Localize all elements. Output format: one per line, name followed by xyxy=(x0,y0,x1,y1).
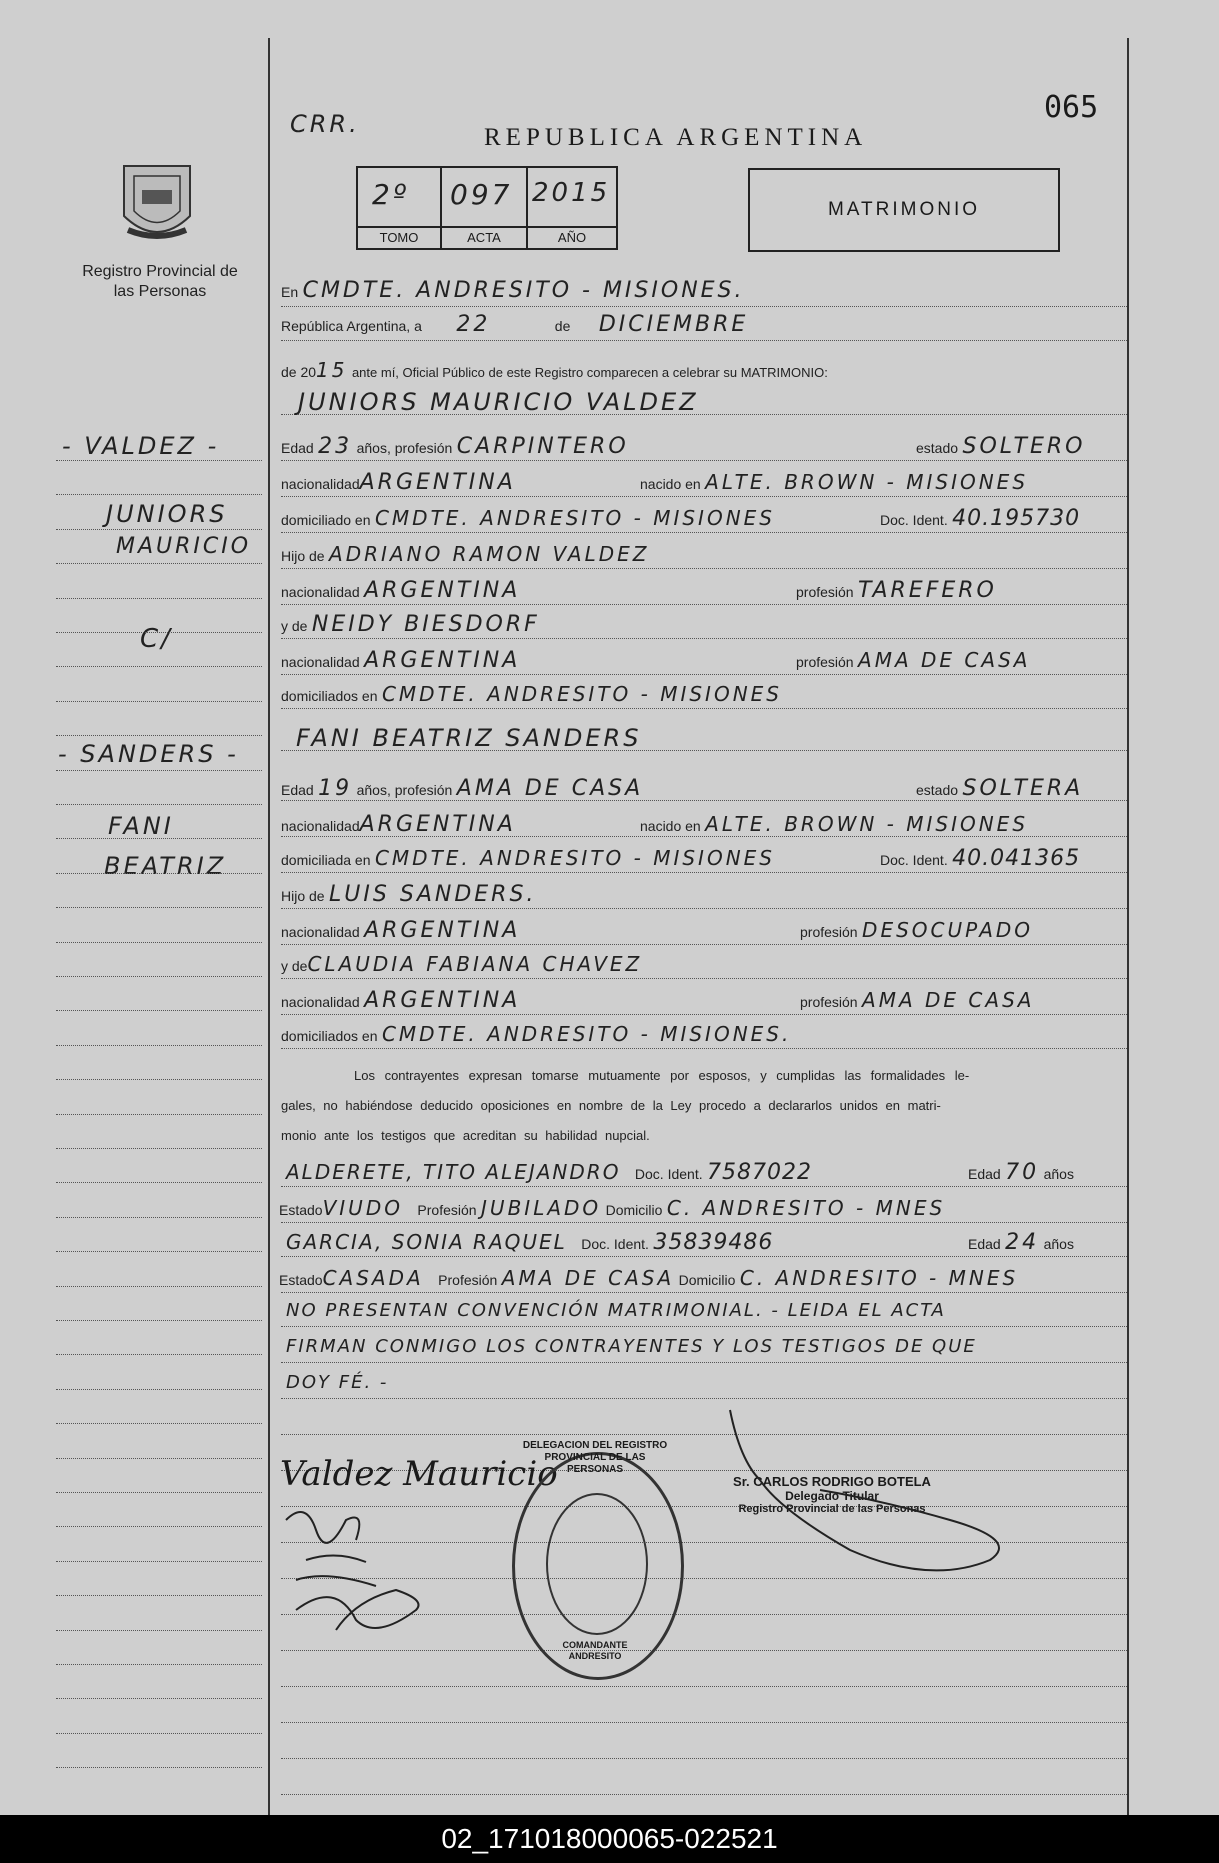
anio-value: 2015 xyxy=(532,178,611,208)
groom-father-row xyxy=(281,542,649,566)
body-rule xyxy=(281,1650,1127,1651)
bride-edad-label: Edad xyxy=(281,782,314,798)
groom-father-nat-label: nacionalidad xyxy=(281,584,360,600)
groom-father-prof-label: profesión xyxy=(796,584,854,600)
body-rule xyxy=(281,1186,1127,1187)
witness-signatures-scribble xyxy=(276,1490,446,1650)
witness1-edad-label: Edad xyxy=(968,1166,1001,1182)
groom-birthplace-cell xyxy=(640,470,1028,494)
margin-rule xyxy=(56,701,262,702)
witness1-doc-label: Doc. Ident. xyxy=(634,1166,703,1182)
margin-rule xyxy=(56,1595,262,1596)
body-rule xyxy=(281,1398,1127,1399)
groom-status-cell xyxy=(916,434,1086,459)
margin-rule xyxy=(56,1458,262,1459)
registry-name: Registro Provincial de las Personas xyxy=(82,263,238,300)
bride-age: 19 xyxy=(318,776,353,801)
body-rule xyxy=(281,568,1127,569)
margin-bride-surname: - SANDERS - xyxy=(58,740,239,768)
acta-label: ACTA xyxy=(442,226,526,248)
body-rule xyxy=(281,532,1127,533)
groom-mother-row xyxy=(281,612,540,637)
bride-parents-dom-label: domiciliados en xyxy=(281,1028,378,1044)
margin-rule xyxy=(56,838,262,839)
groom-mother: NEIDY BIESDORF xyxy=(311,612,540,637)
record-type-box xyxy=(748,168,1060,252)
witness1-status: VIUDO xyxy=(322,1196,403,1220)
body-rule xyxy=(281,872,1127,873)
bride-domicile: CMDTE. ANDRESITO - MISIONES xyxy=(374,846,775,870)
notes-line-1: NO PRESENTAN CONVENCIÓN MATRIMONIAL. - LEIDA EL ACTA xyxy=(286,1300,946,1321)
margin-rule xyxy=(56,1664,262,1665)
body-rule xyxy=(281,1794,1127,1795)
body-rule xyxy=(281,604,1127,605)
margin-rule xyxy=(56,907,262,908)
margin-rule xyxy=(56,1114,262,1115)
bride-anos-label: años, profesión xyxy=(356,782,453,798)
groom-father-profession: TAREFERO xyxy=(858,578,997,603)
intro-month: DICIEMBRE xyxy=(598,312,749,337)
witness2-document: 35839486 xyxy=(653,1230,774,1255)
witness2-dom-label: Domicilio xyxy=(678,1272,736,1288)
bride-document: 40.041365 xyxy=(952,846,1081,871)
year-suffix: 15 xyxy=(316,358,348,382)
margin-rule xyxy=(56,1389,262,1390)
bride-mother-profession: AMA DE CASA xyxy=(862,988,1035,1012)
witness2-estado-label: Estado xyxy=(279,1272,323,1288)
groom-parents-domicile: CMDTE. ANDRESITO - MISIONES xyxy=(381,682,782,706)
notes-line-3: DOY FÉ. - xyxy=(286,1372,389,1393)
declaration-line-2: gales, no habiéndose deducido oposiciones en nombre de la Ley procedo a declararlos unidos en matri- xyxy=(281,1098,941,1113)
body-rule xyxy=(281,1048,1127,1049)
groom-full-name: JUNIORS MAURICIO VALDEZ xyxy=(298,388,699,416)
declaration-line-3: monio ante los testigos que acreditan su habilidad nupcial. xyxy=(281,1128,650,1143)
bride-mother-nationality: ARGENTINA xyxy=(364,988,521,1013)
notes-line-2: FIRMAN CONMIGO LOS CONTRAYENTES Y LOS TESTIGOS DE QUE xyxy=(286,1336,977,1357)
witness2-age: 24 xyxy=(1005,1230,1040,1255)
witness2-edad-label: Edad xyxy=(968,1236,1001,1252)
margin-rule xyxy=(56,873,262,874)
witness1-prof-label: Profesión xyxy=(417,1202,477,1218)
margin-rule xyxy=(56,563,262,564)
margin-rule xyxy=(56,1217,262,1218)
groom-document-cell xyxy=(880,506,1080,531)
country-title: REPUBLICA ARGENTINA xyxy=(484,124,868,151)
intro-day: 22 xyxy=(456,312,491,337)
bride-parents-domicile: CMDTE. ANDRESITO - MISIONES. xyxy=(381,1022,792,1046)
margin-bride-name-2: BEATRIZ xyxy=(104,852,227,880)
groom-signature xyxy=(280,1454,558,1494)
official-signature-scribble xyxy=(700,1400,1020,1590)
bride-mother-nationality-row xyxy=(281,988,520,1013)
volume-act-year-box xyxy=(356,166,618,250)
tomo-cell xyxy=(358,168,442,248)
groom-yde-label: y de xyxy=(281,618,308,634)
bride-dom-label: domiciliada en xyxy=(281,852,371,868)
margin-connector: C/ xyxy=(140,624,173,654)
margin-rule xyxy=(56,1320,262,1321)
witness1-row-1 xyxy=(286,1160,812,1185)
body-rule xyxy=(281,708,1127,709)
margin-rule xyxy=(56,598,262,599)
margin-rule xyxy=(56,1492,262,1493)
groom-mother-prof-label: profesión xyxy=(796,654,854,670)
province-emblem xyxy=(114,156,200,248)
acta-value: 097 xyxy=(450,178,513,211)
groom-document: 40.195730 xyxy=(952,506,1081,531)
bride-doc-label: Doc. Ident. xyxy=(880,852,948,868)
groom-father-profession-cell xyxy=(796,578,997,603)
bride-mother-row xyxy=(281,952,642,976)
groom-parents-dom-label: domiciliados en xyxy=(281,688,378,704)
margin-rule xyxy=(56,494,262,495)
official-seal-inner xyxy=(546,1493,648,1635)
margin-rule xyxy=(56,666,262,667)
groom-nationality-row xyxy=(281,470,516,495)
bride-document-cell xyxy=(880,846,1080,871)
witness1-anos-label: años xyxy=(1043,1166,1074,1182)
margin-rule xyxy=(56,976,262,977)
right-edge-rule xyxy=(1127,38,1129,1815)
record-type-label: MATRIMONIO xyxy=(827,199,981,220)
body-rule xyxy=(281,496,1127,497)
bride-parents-domicile-row xyxy=(281,1022,791,1046)
margin-rule xyxy=(56,1423,262,1424)
tomo-label: TOMO xyxy=(358,226,440,248)
margin-rule xyxy=(56,735,262,736)
witness2-row-1 xyxy=(286,1230,773,1255)
witness2-doc-label: Doc. Ident. xyxy=(581,1236,649,1252)
body-rule xyxy=(281,1722,1127,1723)
witness2-name: GARCIA, SONIA RAQUEL xyxy=(286,1230,567,1254)
bride-nationality: ARGENTINA xyxy=(359,812,516,837)
margin-rule xyxy=(56,1182,262,1183)
witness1-dom-label: Domicilio xyxy=(605,1202,663,1218)
body-rule xyxy=(281,306,1127,307)
witness2-age-cell xyxy=(968,1230,1074,1255)
bride-nac-label: nacionalidad xyxy=(281,818,360,834)
margin-bride-name-1: FANI xyxy=(108,812,174,840)
margin-rule xyxy=(56,632,262,633)
groom-status: SOLTERO xyxy=(962,434,1086,459)
groom-birthplace: ALTE. BROWN - MISIONES xyxy=(705,470,1029,494)
witness1-document: 7587022 xyxy=(707,1160,813,1185)
official-stamp-name: Sr. CARLOS RODRIGO BOTELA xyxy=(733,1474,931,1489)
bride-birthplace-cell xyxy=(640,812,1028,836)
bride-full-name: FANI BEATRIZ SANDERS xyxy=(296,724,642,752)
witness1-domicile: C. ANDRESITO - MNES xyxy=(666,1196,946,1220)
bride-father: LUIS SANDERS. xyxy=(329,882,537,907)
groom-mother-nat-label: nacionalidad xyxy=(281,654,360,670)
bride-birthplace: ALTE. BROWN - MISIONES xyxy=(705,812,1029,836)
intro-year-row xyxy=(281,358,828,382)
margin-rule xyxy=(56,1630,262,1631)
margin-groom-name-2: MAURICIO xyxy=(116,534,252,559)
witness1-profession: JUBILADO xyxy=(481,1196,602,1220)
witness1-age: 70 xyxy=(1005,1160,1040,1185)
margin-rule xyxy=(56,804,262,805)
bride-yde-label: y de xyxy=(281,958,308,974)
groom-father: ADRIANO RAMON VALDEZ xyxy=(329,542,650,566)
bride-status-cell xyxy=(916,776,1083,801)
witness1-name: ALDERETE, TITO ALEJANDRO xyxy=(286,1160,621,1184)
tomo-value: 2º xyxy=(372,178,410,211)
groom-domicile-row xyxy=(281,506,775,530)
anio-cell xyxy=(528,168,616,248)
groom-domicile: CMDTE. ANDRESITO - MISIONES xyxy=(374,506,775,530)
republica-label: República Argentina, a xyxy=(281,318,422,334)
groom-father-nationality: ARGENTINA xyxy=(364,578,521,603)
witness1-estado-label: Estado xyxy=(279,1202,323,1218)
sheet-number: 065 xyxy=(1044,90,1099,125)
groom-nacido-label: nacido en xyxy=(640,476,701,492)
body-rule xyxy=(281,1758,1127,1759)
bride-father-nat-label: nacionalidad xyxy=(281,924,360,940)
margin-rule xyxy=(56,460,262,461)
bride-mother-profession-cell xyxy=(800,988,1034,1012)
witness2-row-2 xyxy=(279,1266,1018,1290)
official-stamp-org: Registro Provincial de las Personas xyxy=(738,1503,926,1515)
bride-mother: CLAUDIA FABIANA CHAVEZ xyxy=(307,952,643,976)
groom-signature-text: Valdez Mauricio xyxy=(280,1454,558,1494)
bride-nacido-label: nacido en xyxy=(640,818,701,834)
margin-rule xyxy=(56,1526,262,1527)
intro-place-row xyxy=(281,278,745,303)
groom-mother-nationality: ARGENTINA xyxy=(364,648,521,673)
bride-father-row xyxy=(281,882,536,907)
bride-hijo-label: Hijo de xyxy=(281,888,325,904)
groom-father-nationality-row xyxy=(281,578,520,603)
groom-age: 23 xyxy=(318,434,353,459)
anio-label: AÑO xyxy=(528,226,616,248)
margin-rule xyxy=(56,770,262,771)
body-rule xyxy=(281,460,1127,461)
body-rule xyxy=(281,340,1127,341)
body-rule xyxy=(281,908,1127,909)
groom-anos-label: años, profesión xyxy=(356,440,453,456)
groom-age-row xyxy=(281,434,629,459)
body-rule xyxy=(281,1326,1127,1327)
groom-estado-label: estado xyxy=(916,440,959,456)
margin-rule xyxy=(56,1251,262,1252)
body-rule xyxy=(281,1014,1127,1015)
groom-mother-profession-cell xyxy=(796,648,1030,672)
margin-groom-name-1: JUNIORS xyxy=(106,500,228,528)
margin-groom-surname: - VALDEZ - xyxy=(62,432,220,460)
seal-outer-text: DELEGACION DEL REGISTRO PROVINCIAL DE LAS PERSONAS xyxy=(522,1440,668,1475)
groom-mother-profession: AMA DE CASA xyxy=(858,648,1031,672)
bride-mother-nat-label: nacionalidad xyxy=(281,994,360,1010)
date-de-label: de xyxy=(554,318,571,334)
body-rule xyxy=(281,674,1127,675)
bride-profession: AMA DE CASA xyxy=(456,776,644,801)
bride-domicile-row xyxy=(281,846,775,870)
witness2-profession: AMA DE CASA xyxy=(501,1266,675,1290)
left-column-rule xyxy=(268,38,270,1815)
bride-father-nationality-row xyxy=(281,918,520,943)
bride-father-prof-label: profesión xyxy=(800,924,858,940)
groom-doc-label: Doc. Ident. xyxy=(880,512,948,528)
en-label: En xyxy=(281,284,299,300)
groom-parents-domicile-row xyxy=(281,682,782,706)
body-rule xyxy=(281,978,1127,979)
margin-rule xyxy=(56,1286,262,1287)
file-id-footer: 02_171018000065-022521 xyxy=(0,1815,1219,1863)
margin-rule xyxy=(56,1010,262,1011)
groom-hijo-label: Hijo de xyxy=(281,548,325,564)
corner-mark: CRR. xyxy=(290,110,360,138)
margin-rule xyxy=(56,1698,262,1699)
seal-inner-text: COMANDANTE ANDRESITO xyxy=(562,1640,628,1661)
body-rule xyxy=(281,1686,1127,1687)
bride-father-nationality: ARGENTINA xyxy=(364,918,521,943)
bride-father-profession-cell xyxy=(800,918,1033,942)
bride-father-profession: DESOCUPADO xyxy=(862,918,1034,942)
witness1-age-cell xyxy=(968,1160,1074,1185)
groom-profession: CARPINTERO xyxy=(456,434,629,459)
bride-estado-label: estado xyxy=(916,782,959,798)
intro-place: CMDTE. ANDRESITO - MISIONES. xyxy=(302,278,745,303)
bride-status: SOLTERA xyxy=(962,776,1084,801)
body-rule xyxy=(281,1362,1127,1363)
witness2-prof-label: Profesión xyxy=(438,1272,498,1288)
body-rule xyxy=(281,1292,1127,1293)
body-rule xyxy=(281,944,1127,945)
body-rule xyxy=(281,1256,1127,1257)
bride-age-row xyxy=(281,776,643,801)
witness2-status: CASADA xyxy=(322,1266,424,1290)
margin-rule xyxy=(56,942,262,943)
groom-dom-label: domiciliado en xyxy=(281,512,371,528)
margin-rule xyxy=(56,1767,262,1768)
margin-rule xyxy=(56,1148,262,1149)
margin-rule xyxy=(56,1561,262,1562)
groom-edad-label: Edad xyxy=(281,440,314,456)
margin-rule xyxy=(56,529,262,530)
margin-rule xyxy=(56,1045,262,1046)
margin-rule xyxy=(56,1354,262,1355)
witness1-row-2 xyxy=(279,1196,945,1220)
margin-rule xyxy=(56,1079,262,1080)
margin-rule xyxy=(56,1733,262,1734)
bride-nationality-row xyxy=(281,812,516,837)
intro-date-row xyxy=(281,312,748,337)
groom-nationality: ARGENTINA xyxy=(359,470,516,495)
body-rule xyxy=(281,1222,1127,1223)
year-prefix: de 20 xyxy=(281,364,317,380)
witness2-domicile: C. ANDRESITO - MNES xyxy=(739,1266,1019,1290)
witness2-anos-label: años xyxy=(1043,1236,1074,1252)
groom-nac-label: nacionalidad xyxy=(281,476,360,492)
acta-cell xyxy=(442,168,528,248)
official-stamp-title: Delegado Titular xyxy=(785,1489,879,1503)
body-rule xyxy=(281,638,1127,639)
bride-mother-prof-label: profesión xyxy=(800,994,858,1010)
declaration-line-1: Los contrayentes expresan tomarse mutuamente por esposos, y cumplidas las formalidades le- xyxy=(354,1068,970,1083)
groom-mother-nationality-row xyxy=(281,648,520,673)
intro-statement: ante mí, Oficial Público de este Registro comparecen a celebrar su MATRIMONIO: xyxy=(351,365,828,380)
